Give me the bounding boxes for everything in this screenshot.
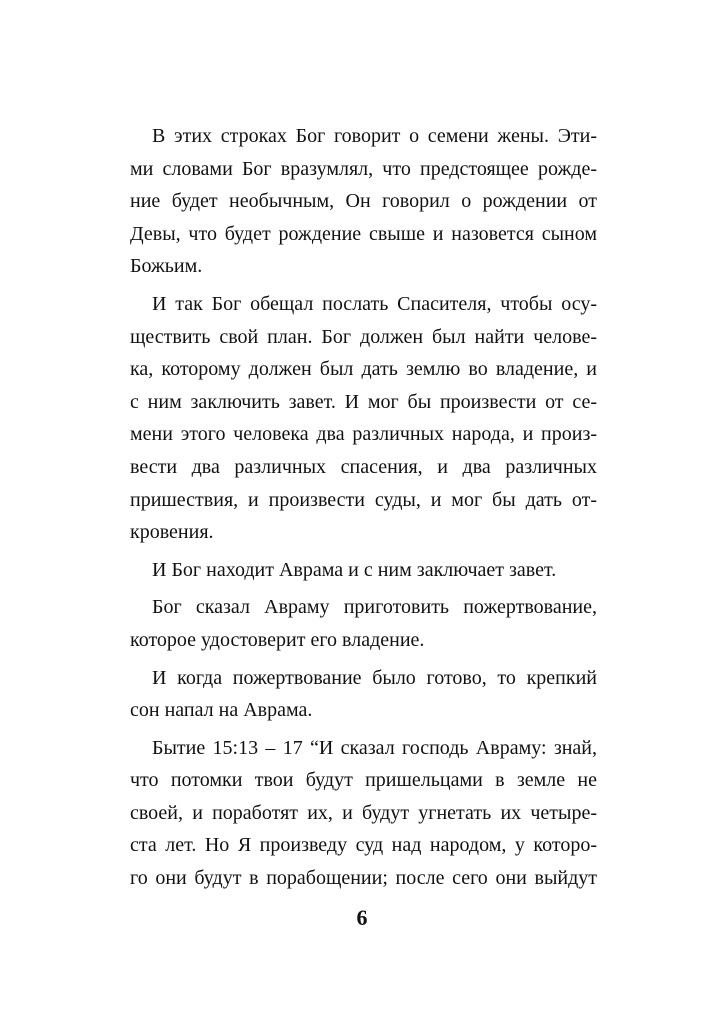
text-line: В этих строках Бог говорит о семени жены. Эти- <box>152 125 597 147</box>
text-line: ществить свой план. Бог должен был найти челове- <box>130 325 597 348</box>
text-line: Бог сказал Авраму приготовить пожертвование, <box>152 596 597 619</box>
text-line: ние будет необычным, Он говорил о рождении от <box>130 190 597 213</box>
paragraph-3 <box>130 554 597 587</box>
text-line: Девы, что будет рождение свыше и назовется сыном <box>130 222 597 245</box>
text-line: сон напал на Аврама. <box>130 699 313 722</box>
text-line: с ним заключить завет. И мог бы произвести от се- <box>130 390 597 413</box>
text-line: которое удостоверит его владение. <box>130 628 425 651</box>
paragraph-6 <box>130 732 597 895</box>
text-line: вести два различных спасения, и два различных <box>130 455 597 478</box>
paragraph-2 <box>130 288 597 549</box>
text-line: го они будут в порабощении; после сего они выйдут <box>130 867 597 890</box>
text-line: И когда пожертвование было готово, то крепкий <box>152 666 597 689</box>
text-line: И Бог находит Аврама и с ним заключает завет. <box>152 558 557 581</box>
page-body-text <box>130 120 597 900</box>
text-line: Божьим. <box>130 255 203 278</box>
page-number: 6 <box>356 905 368 930</box>
text-line: ми словами Бог вразумлял, что предстоящее рожде- <box>130 157 597 180</box>
text-line: пришествия, и произвести суды, и мог бы дать от- <box>130 488 597 511</box>
paragraph-1 <box>130 120 597 283</box>
text-line: Бытие 15:13 – 17 “И сказал господь Авраму: знай, <box>152 736 597 759</box>
paragraph-5 <box>130 662 597 727</box>
text-line: что потомки твои будут пришельцами в земле не <box>130 769 597 792</box>
text-line: ка, которому должен был дать землю во владение, и <box>130 358 597 381</box>
paragraph-4 <box>130 591 597 656</box>
text-line: ста лет. Но Я произведу суд над народом, у которо- <box>130 834 597 857</box>
text-line: мени этого человека два различных народа, и произ- <box>130 423 597 446</box>
text-line: своей, и поработят их, и будут угнетать их четыре- <box>130 801 597 824</box>
text-line: кровения. <box>130 521 214 544</box>
text-line: И так Бог обещал послать Спасителя, чтобы осу- <box>152 292 597 315</box>
